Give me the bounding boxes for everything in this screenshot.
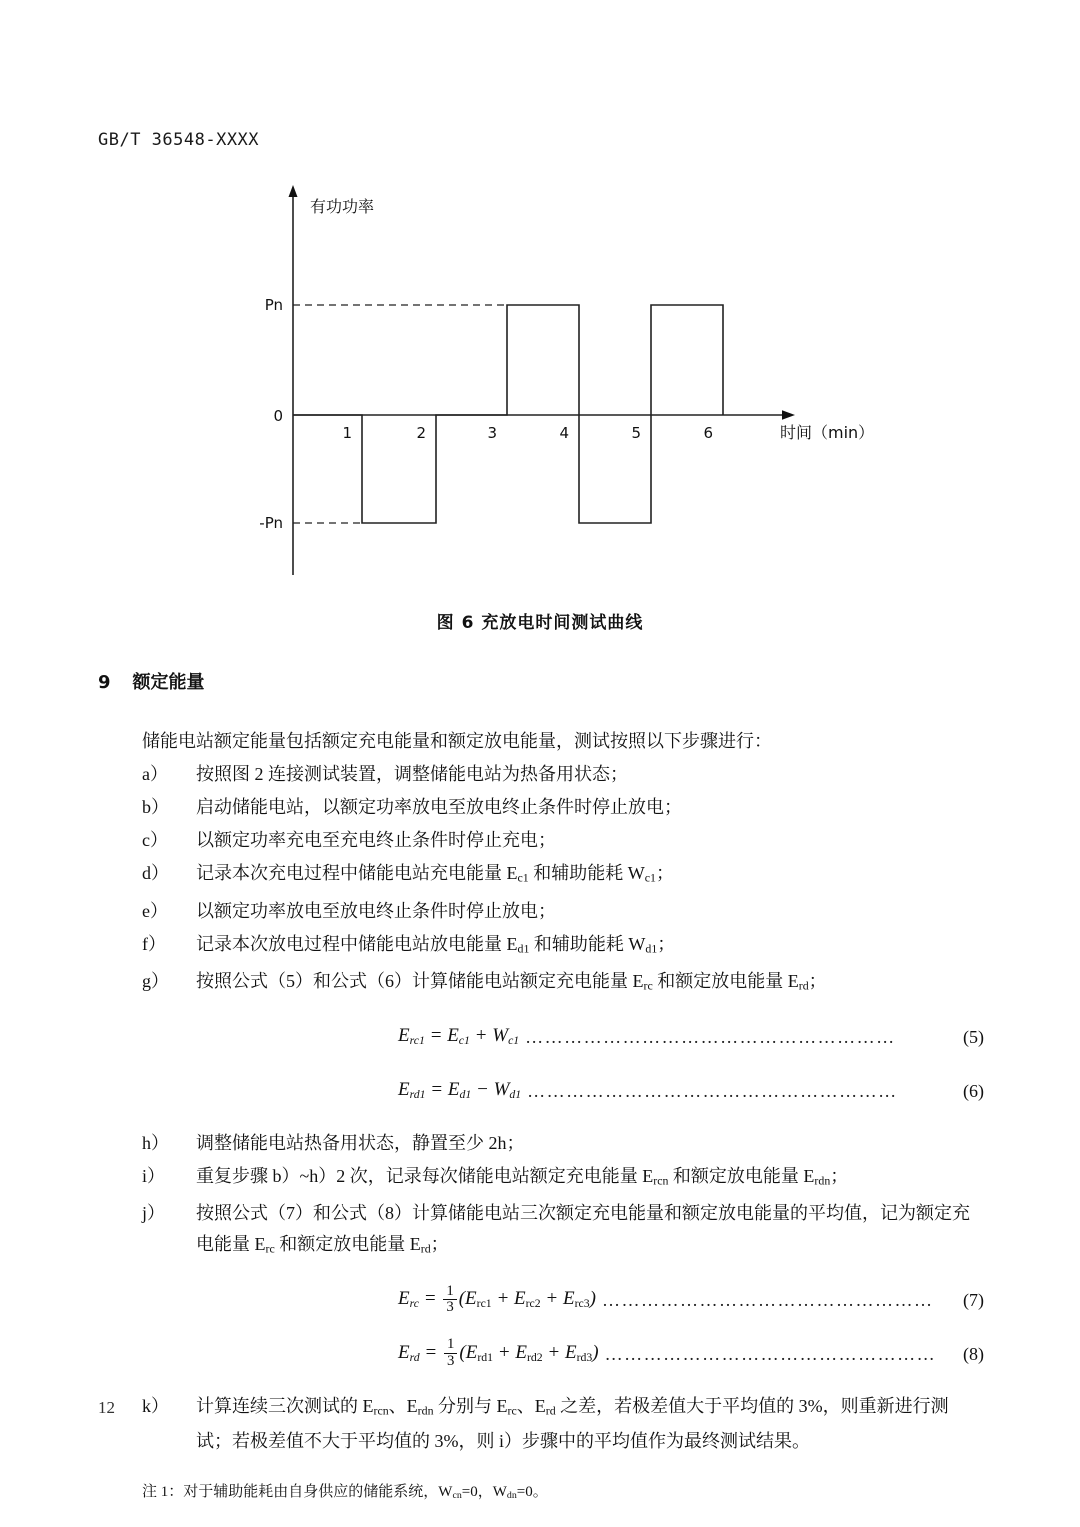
symbol-erdn: $E_{rdn}$ [803, 1165, 831, 1188]
step-text-mid3: 、 [516, 1395, 535, 1416]
step-text-post: ； [430, 1234, 449, 1255]
step-marker: g） [142, 971, 169, 992]
equation-7-number: (7) [963, 1290, 984, 1311]
symbol-wcn: $W_{cn}$ [438, 1484, 462, 1502]
list-item [142, 825, 984, 856]
note-1 [142, 1479, 984, 1509]
page-number: 12 [98, 1398, 115, 1417]
note-label: 注 1： [142, 1484, 184, 1501]
step-marker: j） [142, 1203, 166, 1224]
step-text-post: 之差，若极差值大于平均值的 3%，则重新进行测试；若极差值不大于平均值的 3%，则 i）步骤中的平均值作为最终测试结果。 [196, 1395, 949, 1452]
symbol-ed1: $E_{d1}$ [506, 933, 530, 956]
steps-list [98, 759, 984, 1002]
step-text-post: ； [808, 971, 827, 992]
y-axis-title: 有功功率 [310, 197, 375, 216]
step-text-post: ； [830, 1165, 849, 1186]
note-text: 对于辅助能耗由自身供应的储能系统， [183, 1484, 439, 1501]
figure-6-chart [0, 175, 1080, 595]
power-waveform-polyline [293, 305, 723, 523]
step-text-mid: 、 [388, 1395, 407, 1416]
equation-8-dots: …………………………………………… [604, 1344, 937, 1365]
step-text: 以额定功率充电至充电终止条件时停止充电； [196, 830, 556, 850]
steps-list-continued [98, 1128, 984, 1265]
symbol-ercn: $E_{rcn}$ [642, 1165, 669, 1188]
equation-7-dots: …………………………………………… [601, 1290, 934, 1311]
step-text [196, 858, 984, 894]
step-text-pre: 重复步骤 b）~h）2 次，记录每次储能电站额定充电能量 [196, 1165, 643, 1186]
list-item [142, 1198, 984, 1265]
equation-7 [98, 1283, 984, 1319]
step-text-pre: 按照公式（7）和公式（8）计算储能电站三次额定充电能量和额定放电能量的平均值，记为额定充电能量 [196, 1203, 970, 1255]
y-tick-pn: Pn [264, 296, 283, 314]
symbol-erd: $E_{rd}$ [534, 1395, 556, 1418]
equation-5-dots: ………………………………………………… [525, 1027, 896, 1048]
symbol-erd: $E_{rd}$ [409, 1234, 431, 1256]
x-axis-title: 时间（min） [780, 423, 875, 442]
step-marker: b） [142, 797, 169, 817]
fraction-one-third: $\frac{1}{3}$ [443, 1284, 456, 1316]
symbol-wd1: $W_{d1}$ [628, 933, 658, 956]
section-number: 9 [98, 672, 111, 693]
symbol-ec1: $E_{c1}$ [506, 863, 529, 885]
list-item [142, 896, 984, 927]
equation-6-body: $E_{rd1} = E_{d1} - W_{d1}$ [398, 1078, 522, 1101]
step-text [196, 966, 984, 1002]
step-text [196, 929, 984, 965]
step-text-mid: 和额定放电能量 [274, 1234, 410, 1255]
step-marker: f） [142, 933, 166, 954]
fraction-one-third: $\frac{1}{3}$ [444, 1337, 457, 1369]
step-text-pre: 计算连续三次测试的 [196, 1395, 363, 1416]
symbol-ercn: $E_{rcn}$ [362, 1395, 389, 1418]
equation-6-dots: ………………………………………………… [527, 1081, 898, 1102]
note-value-1: =0， [461, 1484, 493, 1501]
step-text-pre: 按照公式（5）和公式（6）计算储能电站额定充电能量 [196, 971, 633, 992]
step-text [196, 1161, 984, 1197]
step-marker: i） [142, 1165, 166, 1186]
running-header: GB/T 36548-XXXX [98, 130, 260, 150]
step-marker: d） [142, 863, 169, 883]
y-tick-zero: 0 [273, 407, 283, 425]
step-marker: h） [142, 1132, 169, 1153]
y-axis-arrow [289, 185, 298, 197]
step-text: 以额定功率放电至放电终止条件时停止放电； [196, 900, 556, 921]
step-text-post: ； [657, 933, 676, 954]
steps-list-final [98, 1391, 984, 1458]
step-text-pre: 记录本次充电过程中储能电站充电能量 [196, 863, 507, 883]
list-item [142, 858, 984, 894]
symbol-erdn: $E_{rdn}$ [406, 1395, 434, 1418]
list-item [142, 966, 984, 1002]
symbol-wc1: $W_{c1}$ [627, 863, 656, 885]
x-axis-arrow [782, 410, 795, 420]
step-text-mid: 和辅助能耗 [529, 933, 629, 954]
step-text-mid: 和额定放电能量 [668, 1165, 804, 1186]
x-tick-2: 2 [416, 424, 426, 442]
list-item [142, 759, 984, 790]
equation-8 [98, 1337, 984, 1373]
list-item [142, 792, 984, 823]
symbol-erc: $E_{rc}$ [496, 1395, 517, 1418]
symbol-erd: $E_{rd}$ [787, 971, 809, 993]
step-text-mid2: 分别与 [433, 1395, 497, 1416]
step-text: 调整储能电站热备用状态，静置至少 2h； [196, 1132, 525, 1153]
symbol-wdn: $W_{dn}$ [492, 1484, 517, 1502]
symbol-erc: $E_{rc}$ [254, 1234, 275, 1256]
step-marker: k） [142, 1395, 169, 1416]
list-item [142, 1391, 984, 1458]
section-body [98, 726, 984, 1510]
list-item [142, 1128, 984, 1159]
charge-discharge-waveform-svg [0, 175, 1080, 595]
step-text: 启动储能电站，以额定功率放电至放电终止条件时停止放电； [196, 797, 682, 817]
x-tick-1: 1 [342, 424, 352, 442]
x-tick-5: 5 [631, 424, 641, 442]
note-value-2: =0。 [516, 1484, 548, 1501]
equation-6 [98, 1074, 984, 1110]
list-item [142, 929, 984, 965]
equation-7-body: $E_{rc}$ = $\frac{1}{3}$ $(E_{rc1} + E_{rc2} + E_{rc3})$ [398, 1282, 596, 1316]
x-tick-4: 4 [559, 424, 569, 442]
step-marker: e） [142, 900, 168, 921]
equation-6-number: (6) [963, 1081, 984, 1102]
step-text [196, 1198, 984, 1265]
step-text: 按照图 2 连接测试装置，调整储能电站为热备用状态； [196, 764, 628, 784]
step-text-mid: 和额定放电能量 [652, 971, 788, 992]
equation-5 [98, 1020, 984, 1056]
list-item [142, 1161, 984, 1197]
section-intro-paragraph: 储能电站额定能量包括额定充电能量和额定放电能量，测试按照以下步骤进行： [142, 731, 772, 751]
section-heading [98, 668, 205, 694]
step-text-pre: 记录本次放电过程中储能电站放电能量 [196, 933, 507, 954]
step-text [196, 1391, 984, 1458]
equation-8-body: $E_{rd}$ = $\frac{1}{3}$ $(E_{rd1} + E_{rd2} + E_{rd3})$ [398, 1336, 599, 1369]
figure-caption: 图 6 充放电时间测试曲线 [436, 613, 644, 633]
step-text-post: ； [655, 863, 674, 883]
step-text-mid: 和辅助能耗 [528, 863, 628, 883]
section-title: 额定能量 [132, 672, 205, 693]
step-marker: c） [142, 830, 168, 850]
equation-5-number: (5) [963, 1027, 984, 1048]
y-tick-neg-pn: -Pn [259, 514, 283, 532]
symbol-erc: $E_{rc}$ [632, 971, 653, 993]
x-tick-6: 6 [703, 424, 713, 442]
x-tick-3: 3 [487, 424, 497, 442]
equation-5-body: $E_{rc1} = E_{c1} + W_{c1}$ [398, 1024, 520, 1047]
equation-8-number: (8) [963, 1344, 984, 1365]
step-marker: a） [142, 764, 168, 784]
